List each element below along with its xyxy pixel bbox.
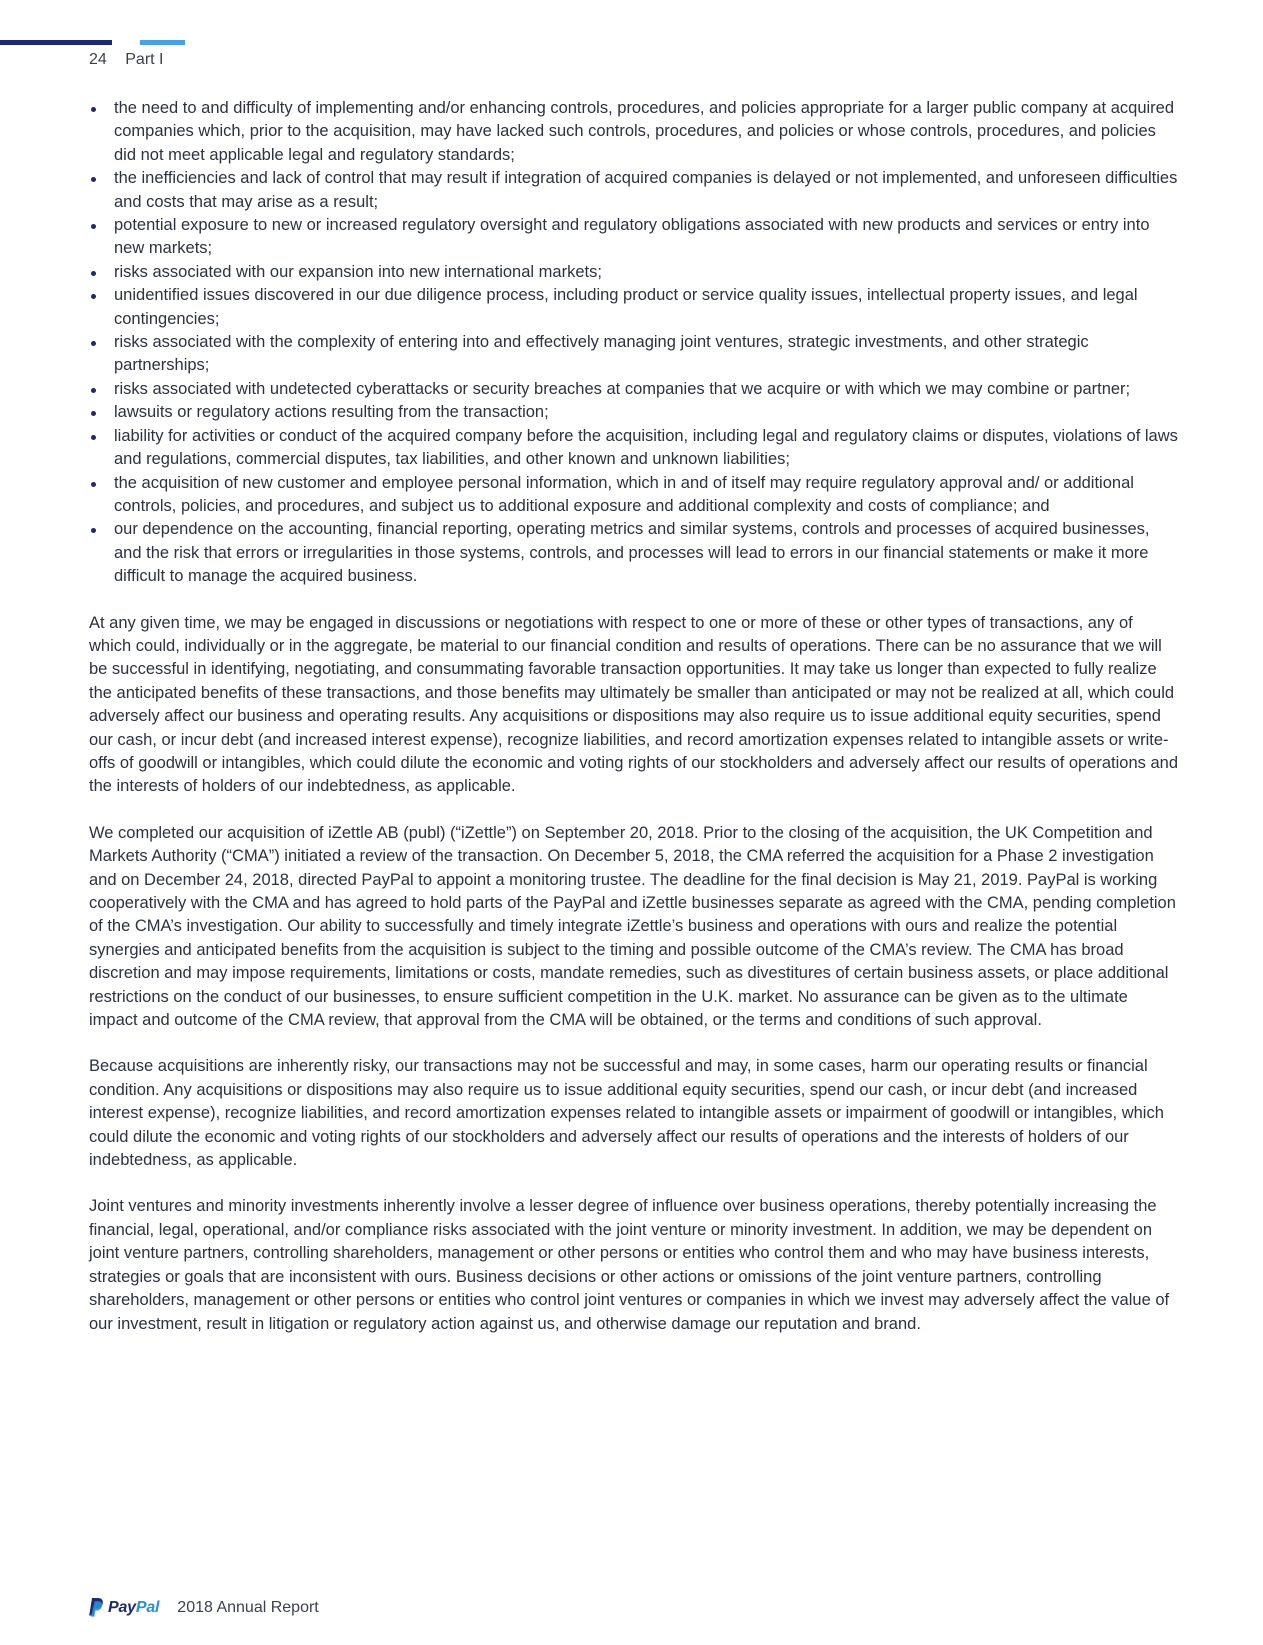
- list-item: lawsuits or regulatory actions resulting from the transaction;: [89, 401, 1179, 424]
- list-item: risks associated with the complexity of entering into and effectively managing joint ventures, strategic investments, and other strategic partnerships;: [89, 331, 1179, 378]
- report-title: 2018 Annual Report: [177, 1598, 319, 1616]
- bullet-icon: [91, 388, 96, 393]
- section-label: Part I: [125, 51, 164, 68]
- bullet-icon: [91, 271, 96, 276]
- list-item: the need to and difficulty of implementing and/or enhancing controls, procedures, and policies appropriate for a larger public company at acquired companies which, prior to the acquisition, may have lacked such controls, procedures, and policies or whose controls, procedures, and policies did not meet applicable legal and regulatory standards;: [89, 97, 1179, 167]
- list-item: our dependence on the accounting, financial reporting, operating metrics and similar systems, controls and processes of acquired businesses, and the risk that errors or irregularities in those systems, controls, and processes will lead to errors in our financial statements or make it more difficult to manage the acquired business.: [89, 518, 1179, 588]
- paypal-logo: [88, 1598, 159, 1617]
- bullet-icon: [91, 341, 96, 346]
- paragraph-acquisition-risk: Because acquisitions are inherently risky, our transactions may not be successful and may, in some cases, harm our operating results or financial condition. Any acquisitions or dispositions may also require us to issue additional equity securities, spend our cash, or incur debt (and increased interest expense), recognize liabilities, and record amortization expenses related to intangible assets or impairment of goodwill or intangibles, which could dilute the economic and voting rights of our stockholders and adversely affect our results of operations and the interests of holders of our indebtedness, as applicable.: [89, 1057, 1164, 1170]
- page-number: 24: [89, 51, 107, 68]
- page-body: [89, 97, 1179, 1336]
- bullet-icon: [91, 224, 96, 229]
- list-item: potential exposure to new or increased regulatory oversight and regulatory obligations associated with new products and services or entry into new markets;: [89, 214, 1179, 261]
- bullet-icon: [91, 528, 96, 533]
- risk-bullet-list: [89, 97, 1179, 589]
- list-item: the inefficiencies and lack of control that may result if integration of acquired companies is delayed or not implemented, and unforeseen difficulties and costs that may arise as a result;: [89, 167, 1179, 214]
- header-accent-bar-dark: [0, 40, 112, 45]
- paypal-p-icon: [88, 1598, 104, 1617]
- page-header: [89, 51, 163, 69]
- paragraph-joint-ventures: Joint ventures and minority investments inherently involve a lesser degree of influence over business operations, thereby potentially increasing the financial, legal, operational, and/or compliance risks associated with the joint venture or minority investment. In addition, we may be dependent on joint venture partners, controlling shareholders, management or other persons or entities who control them and who may have business interests, strategies or goals that are inconsistent with ours. Business decisions or other actions or omissions of the joint venture partners, controlling shareholders, management or other persons or entities who control joint ventures or companies in which we invest may adversely affect the value of our investment, result in litigation or regulatory action against us, and otherwise damage our reputation and brand.: [89, 1197, 1170, 1333]
- list-item: risks associated with our expansion into new international markets;: [89, 261, 1179, 284]
- header-accent-bar-light: [140, 40, 185, 45]
- bullet-icon: [91, 482, 96, 487]
- bullet-icon: [91, 435, 96, 440]
- list-item: unidentified issues discovered in our due diligence process, including product or service quality issues, intellectual property issues, and legal contingencies;: [89, 284, 1179, 331]
- list-item: the acquisition of new customer and employee personal information, which in and of itself may require regulatory approval and/ or additional controls, policies, and procedures, and subject us to additional exposure and additional complexity and costs of compliance; and: [89, 472, 1179, 519]
- paragraph-transactions: At any given time, we may be engaged in discussions or negotiations with respect to one or more of these or other types of transactions, any of which could, individually or in the aggregate, be material to our financial condition and results of operations. There can be no assurance that we will be successful in identifying, negotiating, and consummating favorable transaction opportunities. It may take us longer than expected to fully realize the anticipated benefits of these transactions, and those benefits may ultimately be smaller than anticipated or may not be realized at all, which could adversely affect our business and operating results. Any acquisitions or dispositions may also require us to issue additional equity securities, spend our cash, or incur debt (and increased interest expense), recognize liabilities, and record amortization expenses related to intangible assets or write-offs of goodwill or intangibles, which could dilute the economic and voting rights of our stockholders and adversely affect our results of operations and the interests of holders of our indebtedness, as applicable.: [89, 613, 1179, 796]
- bullet-icon: [91, 411, 96, 416]
- list-item: risks associated with undetected cyberattacks or security breaches at companies that we acquire or with which we may combine or partner;: [89, 378, 1179, 401]
- bullet-icon: [91, 177, 96, 182]
- paragraph-izettle: We completed our acquisition of iZettle AB (publ) (“iZettle”) on September 20, 2018. Prior to the closing of the acquisition, the UK Competition and Markets Authority (“CMA”) initiated a review of the transaction. On December 5, 2018, the CMA referred the acquisition for a Phase 2 investigation and on December 24, 2018, directed PayPal to appoint a monitoring trustee. The deadline for the final decision is May 21, 2019. PayPal is working cooperatively with the CMA and has agreed to hold parts of the PayPal and iZettle businesses separate as agreed with the CMA, pending completion of the CMA’s investigation. Our ability to successfully and timely integrate iZettle’s business and operations with ours and realize the potential synergies and anticipated benefits from the acquisition is subject to the timing and possible outcome of the CMA’s review. The CMA has broad discretion and may impose requirements, limitations or costs, mandate remedies, such as divestitures of certain business assets, or place additional restrictions on the conduct of our businesses, to ensure sufficient competition in the U.K. market. No assurance can be given as to the ultimate impact and outcome of the CMA review, that approval from the CMA will be obtained, or the terms and conditions of such approval.: [89, 823, 1176, 1030]
- list-item: liability for activities or conduct of the acquired company before the acquisition, including legal and regulatory claims or disputes, violations of laws and regulations, commercial disputes, tax liabilities, and other known and unknown liabilities;: [89, 425, 1179, 472]
- bullet-icon: [91, 107, 96, 112]
- page-footer: [88, 1598, 319, 1617]
- paypal-wordmark: PayPal: [108, 1598, 160, 1616]
- bullet-icon: [91, 294, 96, 299]
